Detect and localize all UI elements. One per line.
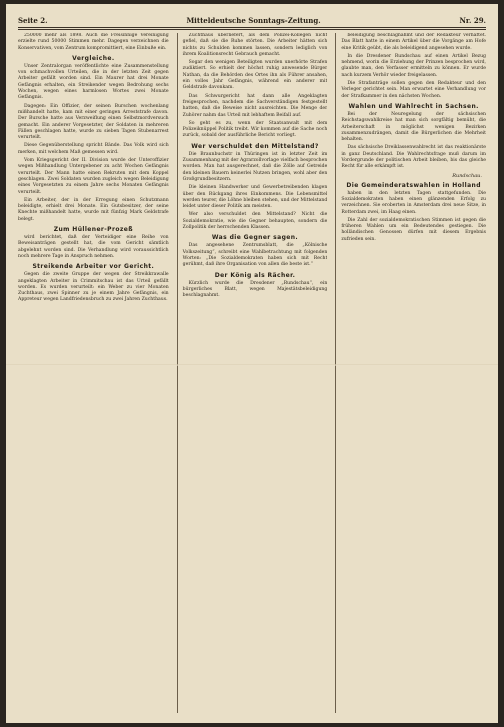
section-signature: Rundschau.	[452, 172, 482, 179]
article-paragraph: wird berichtet, daß der Verteidiger eine Reihe von Beweisanträgen gestellt hat, die vom Gericht sämtlich abgelehnt worden sind. Die Verhandlung wird voraussichtlich noch mehrere Tage in Anspruch nehmen.	[18, 235, 169, 259]
article-paragraph: Das sächsische Dreiklassenwahlrecht ist das reaktionärste in ganz Deutschland. Die Wahlrechtsfrage muß darum im Vordergrunde der politischen Arbeit bleiben, bis das gleiche Recht für alle erkämpft ist.	[341, 145, 486, 170]
article-paragraph: Die Braunbuchstr in Thüringen ist in letzter Zeit im Zusammenhang mit der Agrarzollvorlage vielfach besprochen worden. Man hat ausgerechnet, daß die Zölle auf Getreide den kleinen Bauern keinerlei Nutzen bringen, wohl aber den Großgrundbesitzern.	[182, 151, 328, 182]
article-paragraph: Zuchthaus überliefert, als dem Polizei-Kollegen nicht gefiel, daß sie die Ruhe störten. Die Arbeiter hätten sich nichts zu Schulden kommen lassen, sondern lediglich von ihrem Koalitionsrecht Gebrauch gemacht.	[182, 33, 328, 57]
article-paragraph: Dagegen: Ein Offizier, der seinen Burschen wochenlang mißhandelt hatte, kam mit einer geringen Arreststrafe davon. Der Bursche hatte aus Verzweiflung einen Selbstmordversuch gemacht. Ein anderer Vorgesetzter, der Soldaten in mehreren Fällen geschlagen hatte, wurde zu sieben Tagen Stubenarrest verurteilt.	[18, 103, 169, 141]
article-paragraph: Vom Kriegsgericht der II. Division wurde der Unteroffizier wegen Mißhandlung Untergebener zu acht Wochen Gefängnis verurteilt. Der Mann hatte einen Rekruten mit dem Koppel geschlagen. Zwei Soldaten wurden zugleich wegen Beleidigung eines Vorgesetzten zu einem Jahre sechs Monaten Gefängnis verurteilt.	[18, 158, 169, 195]
article-paragraph: 250000 mehr als 1898. Auch die Freisinnige Vereinigung erzielte rund 50000 Stimmen mehr. Dagegen verzeichnen die Konservativen, vom Zentrum kompromittiert, eine Einbuße ein.	[18, 33, 169, 51]
article-heading: Die Gemeinderatswahlen in Holland	[346, 181, 481, 189]
article-paragraph: Kürzlich wurde die Dresdener „Rundschau“, ein bürgerliches Blatt, wegen Majestätsbeleidigung beschlagnahmt.	[182, 280, 328, 299]
article-paragraph: beleidigung beschlagnahmt und der Redakteur verhaftet. Das Blatt hatte in einem Artikel über die Vorgänge am Hofe eine Kritik geübt, die als beleidigend angesehen wurde.	[341, 33, 486, 51]
article-paragraph: Wer also verschuldet den Mittelstand? Nicht die Sozialdemokratie, wie die Gegner behaupten, sondern die Zollpolitik der herrschenden Klassen.	[182, 212, 328, 231]
article-heading: Was die Gegner sagen.	[211, 234, 299, 242]
article-paragraph: Diese Gegenüberstellung spricht Bände. Das Volk wird sich merken, mit welchem Maß gemessen wird.	[18, 143, 169, 155]
article-paragraph: Gegen die zweite Gruppe der wegen der Streikkrawalle angeklagten Arbeiter in Crimmitschau ist das Urteil gefällt worden. Es wurden verurteilt: ein Weber zu vier Monaten Zuchthaus, zwei Spinner zu je einem Jahre Gefängnis, ein Appreteur wegen Landfriedensbruch zu zwei Jahren Zuchthaus.	[18, 272, 169, 303]
article-heading: Zum Hüllener-Prozeß	[53, 226, 133, 234]
article-heading: Der König als Rächer.	[214, 271, 296, 279]
newspaper-page	[6, 4, 498, 723]
article-heading: Streikende Arbeiter vor Gericht.	[32, 263, 155, 271]
article-paragraph: Bei der Neuregelung der sächsischen Reichstagswahlkreise hat man sich sorgfältig bemüht, die Arbeiterschaft in möglichst wenigen Bezirken zusammenzudrängen, damit die Bürgerlichen die Mehrheit behalten.	[341, 111, 486, 143]
column-1	[18, 33, 169, 713]
article-paragraph: In die Dresdener Rundschau auf einen Artikel Bezug nehmend, worin die Erziehung der Prinzen besprochen wird, glaubte man, den Verfasser ermitteln zu können. Er wurde nach kurzem Verhör wieder freigelassen.	[341, 53, 486, 78]
article-heading: Wer verschuldet den Mittelstand?	[191, 142, 319, 150]
article-paragraph: So geht es zu, wenn der Staatsanwalt mit dem Polizeiknüppel Politik treibt. Wir kommen auf die Sache noch zurück, sobald der ausführliche Bericht vorliegt.	[182, 120, 328, 139]
article-heading: Wahlen und Wahlrecht in Sachsen.	[348, 102, 479, 110]
article-paragraph: Sogar den wenigen Beteiligten wurden unerhörte Strafen zudiktiert. So erhielt der höchst ruhig anwesende Bürger Nathan, da die Behörden des Ortes ihn als Führer ansahen, ein volles Jahr Gefängnis, während ein anderer mit Geldstrafe davonkam.	[182, 60, 328, 91]
article-paragraph: Die Strafanträge sollen gegen den Redakteur und den Verleger gerichtet sein. Man erwartet eine Verhandlung vor der Strafkammer in den nächsten Wochen.	[341, 81, 486, 99]
paper-fold	[6, 364, 498, 366]
article-paragraph: Ein Arbeiter, der in der Erregung einen Schutzmann beleidigte, erhielt drei Monate. Ein Gutsbesitzer, der seine Knechte mißhandelt hatte, wurde mit fünfzig Mark Geldstrafe belegt.	[18, 197, 169, 222]
paper-title: Mitteldeutsche Sonntags-Zeitung.	[186, 15, 321, 25]
page-number: Seite 2.	[18, 15, 48, 25]
header-rule-thin	[18, 29, 486, 30]
column-2	[177, 33, 328, 713]
article-paragraph: Das Schwurgericht hat dann alle Angeklagten freigesprochen, nachdem die Sachverständigen festgestellt hatten, daß die Beweise nicht ausreichten. Die Menge der Zuhörer nahm das Urteil mit lebhaftem Beifall auf.	[182, 93, 328, 118]
article-paragraph: Unser Zentralorgan veröffentlichte eine Zusammenstellung von schmachvollen Urteilen, die in der letzten Zeit gegen Arbeiter gefällt worden sind. Ein Maurer hat drei Monate Gefängnis erhalten, ein Streikender wegen Bedrohung sechs Wochen, wegen eines harmlosen Wortes zwei Monate Gefängnis.	[18, 63, 169, 101]
article-columns	[18, 33, 486, 713]
article-paragraph: Die kleinen Handwerker und Gewerbetreibenden klagen über den Rückgang ihres Einkommens. Die Lebensmittel werden teurer, die Löhne bleiben stehen, und der Mittelstand leidet unter dieser Politik am meisten.	[182, 185, 328, 210]
article-paragraph: Die Zahl der sozialdemokratischen Stimmen ist gegen die früheren Wahlen um ein Bedeutendes gestiegen. Die holländischen Genossen dürfen mit diesem Ergebnis zufrieden sein.	[341, 217, 486, 242]
column-3	[335, 33, 486, 713]
article-heading: Vergleiche.	[72, 54, 115, 62]
article-paragraph: Das angesehene Zentrumsblatt, die „Kölnische Volkszeitung“, schreibt eine Wahlbetrachtung mit folgenden Worten: „Die Sozialdemokraten haben sich mit Recht gerühmt, daß ihre Organisation von allen die beste ist.“	[182, 243, 328, 268]
article-paragraph: haben in den letzten Tagen stattgefunden. Die Sozialdemokraten haben einen glänzenden Erfolg zu verzeichnen. Sie eroberten in Amsterdam drei neue Sitze, in Rotterdam zwei, im Haag einen.	[341, 190, 486, 215]
page-header	[18, 14, 486, 26]
issue-number: Nr. 29.	[459, 15, 486, 25]
header-rule	[18, 27, 486, 28]
